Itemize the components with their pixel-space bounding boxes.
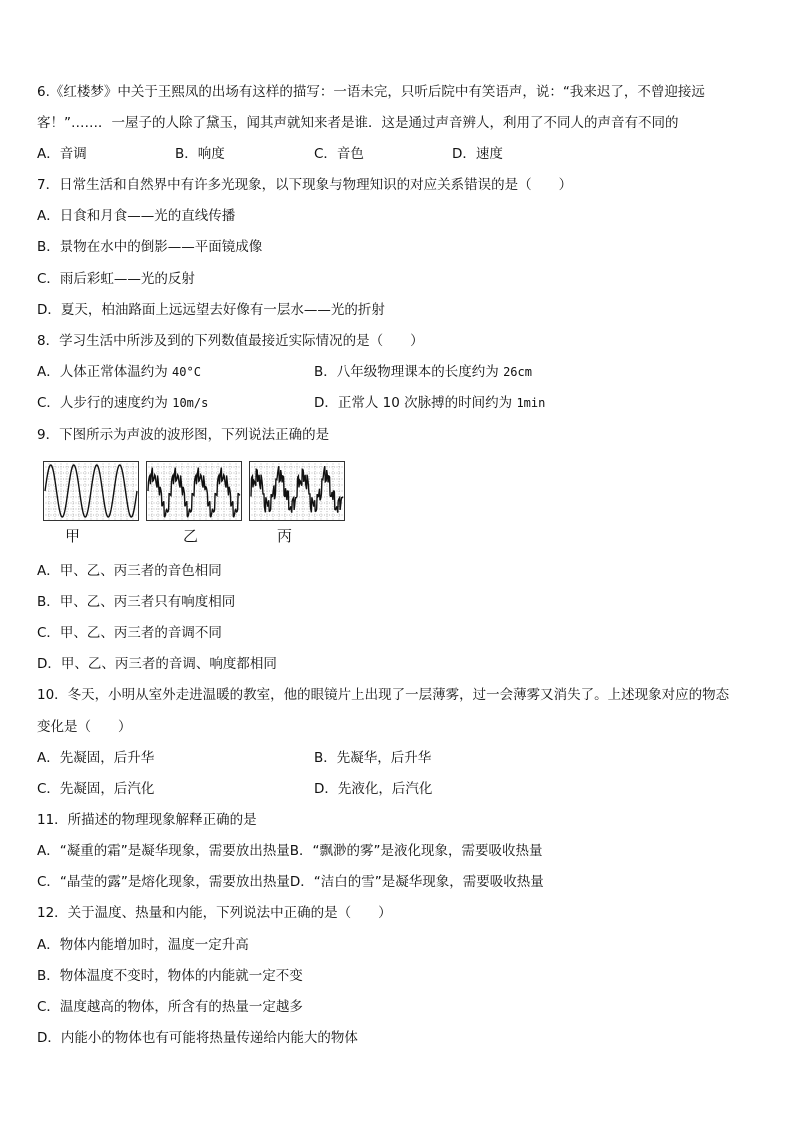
q7-option-b: B．景物在水中的倒影——平面镜成像 <box>37 239 263 255</box>
q10-option-d: D．先液化，后汽化 <box>314 781 433 797</box>
q6-option-d: D．速度 <box>452 146 503 162</box>
q6-stem-line2: 客！”……．一屋子的人除了黛玉，闻其声就知来者是谁．这是通过声音辨人，利用了不同人的声音有不同的 <box>37 115 679 131</box>
q10-option-a: A．先凝固，后升华 <box>37 750 155 766</box>
q10-option-c: C．先凝固，后汽化 <box>37 781 155 797</box>
q7-stem: 7．日常生活和自然界中有许多光现象，以下现象与物理知识的对应关系错误的是（ ） <box>37 177 573 193</box>
q6-option-a: A．音调 <box>37 146 87 162</box>
q9-option-d: D．甲、乙、丙三者的音调、响度都相同 <box>37 656 277 672</box>
q6-option-b: B．响度 <box>175 146 225 162</box>
q7-option-a: A．日食和月食——光的直线传播 <box>37 208 236 224</box>
q8-option-a-text: A．人体正常体温约为 <box>37 364 173 380</box>
waveform-jia <box>43 461 139 521</box>
q12-stem: 12．关于温度、热量和内能，下列说法中正确的是（ ） <box>37 905 392 921</box>
q7-option-c: C．雨后彩虹——光的反射 <box>37 271 195 287</box>
q8-option-d-text: D．正常人 10 次脉搏的时间约为 <box>314 395 517 411</box>
q12-option-a: A．物体内能增加时，温度一定升高 <box>37 937 249 953</box>
q8-option-d-value: 1min <box>516 396 546 410</box>
q8-option-d <box>314 394 545 412</box>
waveform-label-jia: 甲 <box>65 527 81 545</box>
q11-stem: 11．所描述的物理现象解释正确的是 <box>37 812 257 828</box>
waveform-label-yi: 乙 <box>183 527 199 545</box>
q9-option-b: B．甲、乙、丙三者只有响度相同 <box>37 594 236 610</box>
q6-stem-line1: 6.《红楼梦》中关于王熙凤的出场有这样的描写：一语未完，只听后院中有笑语声，说：“我来迟了，不曾迎接远 <box>37 84 705 100</box>
q8-option-a-value: 40°C <box>172 365 201 379</box>
q8-option-b <box>314 363 532 381</box>
q8-option-a <box>37 363 201 381</box>
q10-stem-line2: 变化是（ ） <box>37 719 132 735</box>
q12-option-c: C．温度越高的物体，所含有的热量一定越多 <box>37 999 303 1015</box>
q8-stem: 8．学习生活中所涉及到的下列数值最接近实际情况的是（ ） <box>37 333 424 349</box>
q6-option-c: C．音色 <box>314 146 364 162</box>
q8-option-c-value: 10m/s <box>172 396 209 410</box>
q10-stem-line1: 10．冬天，小明从室外走进温暖的教室，他的眼镜片上出现了一层薄雾，过一会薄雾又消失了。上述现象对应的物态 <box>37 687 730 703</box>
q8-option-b-value: 26cm <box>503 365 532 379</box>
waveform-bing <box>249 461 345 521</box>
q12-option-b: B．物体温度不变时，物体的内能就一定不变 <box>37 968 303 984</box>
q12-option-d: D．内能小的物体也有可能将热量传递给内能大的物体 <box>37 1030 358 1046</box>
q9-option-c: C．甲、乙、丙三者的音调不同 <box>37 625 222 641</box>
q11-options-row1: A．“凝重的霜”是凝华现象，需要放出热量B．“飘渺的雾”是液化现象，需要吸收热量 <box>37 843 543 859</box>
q9-stem: 9．下图所示为声波的波形图，下列说法正确的是 <box>37 427 330 443</box>
q8-option-c <box>37 394 208 412</box>
q9-option-a: A．甲、乙、丙三者的音色相同 <box>37 563 222 579</box>
waveform-label-bing: 丙 <box>277 527 293 545</box>
q7-option-d: D．夏天，柏油路面上远远望去好像有一层水——光的折射 <box>37 302 385 318</box>
waveform-yi <box>146 461 242 521</box>
waveform-figure <box>43 461 353 547</box>
q8-option-b-text: B．八年级物理课本的长度约为 <box>314 364 504 380</box>
q10-option-b: B．先凝华，后升华 <box>314 750 432 766</box>
q11-options-row2: C．“晶莹的露”是熔化现象，需要放出热量D．“洁白的雪”是凝华现象，需要吸收热量 <box>37 874 544 890</box>
q8-option-c-text: C．人步行的速度约为 <box>37 395 173 411</box>
